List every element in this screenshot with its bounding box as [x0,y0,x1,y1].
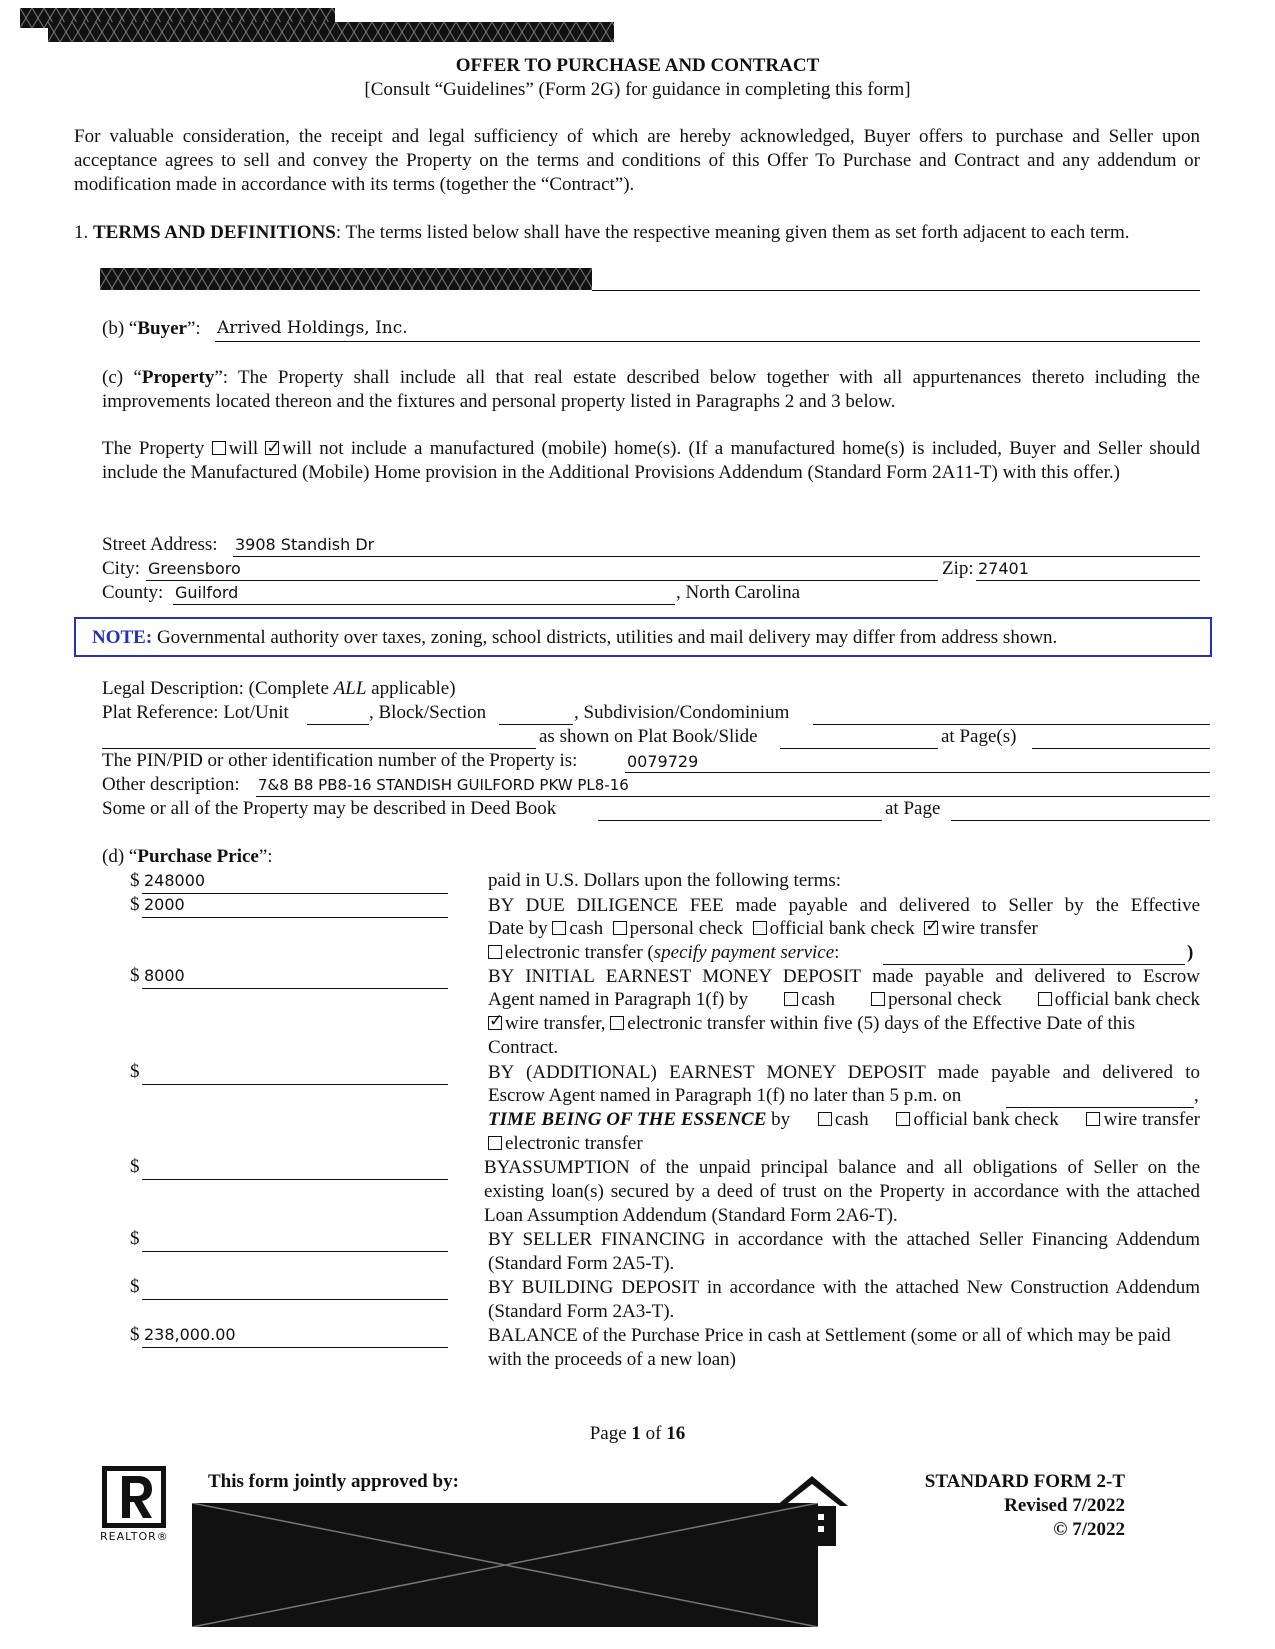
aem-wire-transfer-checkbox[interactable] [1086,1112,1100,1126]
balance-text: BALANCE of the Purchase Price in cash at Settlement (some or all of which may be paid with the proceeds of a new loan) [488,1325,1171,1370]
iem-personal-check-checkbox[interactable] [871,992,885,1006]
pin-line [625,772,1210,773]
dd-official-check-checkbox[interactable] [753,921,767,935]
city-line [146,580,938,581]
seller-financing-text: BY SELLER FINANCING in accordance with the attached Seller Financing Addendum (Standard Form 2A5-T). [488,1229,1200,1274]
buyer-label: Buyer [137,318,187,339]
plat-page-label: at Page(s) [941,726,1017,747]
county-label: County: [102,582,164,603]
dd-wire-transfer-checkbox[interactable] [924,921,938,935]
iem-wire-row: ✓wire transfer, electronic transfer within five (5) days of the Effective Date of this [488,1013,1200,1035]
aem-deadline-line[interactable] [1006,1107,1194,1108]
iem-official-check-checkbox[interactable] [1038,992,1052,1006]
total-text: paid in U.S. Dollars upon the following terms: [488,870,842,891]
dd-electronic-checkbox[interactable] [488,945,502,959]
aem-electronic-checkbox[interactable] [488,1136,502,1150]
section-terms [74,221,1200,245]
realtor-r-icon [102,1466,166,1528]
street-line [233,556,1200,557]
currency-symbol: $ [130,1228,140,1249]
state-label: , North Carolina [676,582,801,603]
section-number: 1. [74,222,89,243]
buyer-row: (b) “Buyer”: [102,318,201,339]
form-copyright: © 7/2022 [1053,1519,1125,1540]
intro-paragraph: For valuable consideration, the receipt and legal sufficiency of which are hereby acknowledged, Buyer offers to purchase and Seller upon acceptance agrees to sell and convey the Property on the terms and conditions of this Offer To Purchase and Contract and any addendum or modification made in accordance with its terms (together the “Contract”). [74,126,1200,195]
iem-text: BY INITIAL EARNEST MONEY DEPOSIT made payable and delivered to Escrow [488,966,1200,987]
buyer-field[interactable]: Arrived Holdings, Inc. [217,318,408,338]
note-label: NOTE: [92,627,153,648]
page-title: OFFER TO PURCHASE AND CONTRACT [455,55,820,76]
assumption-line[interactable] [142,1179,448,1180]
dd-text: BY DUE DILIGENCE FEE made payable and delivered to Seller by the Effective [488,895,1200,916]
iem-electronic-checkbox[interactable] [610,1016,624,1030]
redaction-box [192,1503,818,1627]
redaction-bar [100,268,592,290]
deed-book-label: Some or all of the Property may be described in Deed Book [102,798,557,819]
other-desc-label: Other description: [102,774,240,795]
street-label: Street Address: [102,534,218,555]
seller-line [592,290,1200,291]
total-price-field[interactable]: 248000 [144,871,206,890]
property-paragraph: (c) “Property”: The Property shall include all that real estate described below together with all appurtenances thereto including the improvements located thereon and the fixtures and personal property listed in Paragraphs 2 and 3 below. [102,367,1200,412]
legal-heading: Legal Description: (Complete ALL applicable) [102,678,456,699]
zip-line [976,580,1200,581]
building-deposit-line[interactable] [142,1299,448,1300]
aem-official-check-checkbox[interactable] [896,1112,910,1126]
county-line [173,604,675,605]
currency-symbol: $ [130,965,140,986]
deed-book-line[interactable] [598,820,882,821]
currency-symbol: $ [130,1061,140,1082]
street-field[interactable]: 3908 Standish Dr [235,535,375,554]
city-field[interactable]: Greensboro [148,559,241,578]
currency-symbol: $ [130,894,140,915]
dd-personal-check-checkbox[interactable] [613,921,627,935]
aem-cash-checkbox[interactable] [818,1112,832,1126]
pin-field[interactable]: 0079729 [627,752,699,771]
page-subtitle: [Consult “Guidelines” (Form 2G) for guidance in completing this form] [364,79,911,100]
aem-deadline-label: Escrow Agent named in Paragraph 1(f) no later than 5 p.m. on [488,1085,962,1106]
iem-options: Agent named in Paragraph 1(f) by cash personal check official bank check [488,989,1200,1010]
block-line[interactable] [499,724,573,725]
iem-wire-transfer-checkbox[interactable] [488,1016,502,1030]
redaction-bar [48,22,614,42]
other-desc-line [256,796,1210,797]
seller-financing-line[interactable] [142,1251,448,1252]
purchase-price-heading: (d) “Purchase Price”: [102,846,273,867]
form-name: STANDARD FORM 2-T [924,1471,1125,1492]
currency-symbol: $ [130,870,140,891]
dd-options: Date by cash personal check official bank check ✓ wire transfer [488,918,1038,940]
approved-by: This form jointly approved by: [208,1471,459,1492]
iem-cash-checkbox[interactable] [784,992,798,1006]
section-text: : The terms listed below shall have the respective meaning given them as set forth adjacent to each term. [335,222,1130,243]
form-revised: Revised 7/2022 [1004,1495,1125,1516]
county-field[interactable]: Guilford [175,583,239,602]
will-checkbox[interactable] [212,441,226,455]
iem-field[interactable]: 8000 [144,966,185,985]
deed-page-line[interactable] [951,820,1210,821]
currency-symbol: $ [130,1276,140,1297]
zip-label: Zip: [942,558,974,579]
block-label: , Block/Section [369,702,487,723]
plat-book-label: as shown on Plat Book/Slide [539,726,758,747]
realtor-label: REALTOR® [100,1530,169,1543]
lot-line[interactable] [307,724,369,725]
dd-fee-line [142,917,448,918]
balance-line [142,1347,448,1348]
plat-book-line[interactable] [780,748,938,749]
assumption-text: BYASSUMPTION of the unpaid principal balance and all obligations of Seller on the existing loan(s) secured by a deed of trust on the Property in accordance with the attached Loan Assumption Addendum (Standard Form 2A6-T). [484,1157,1200,1226]
deed-page-label: at Page [885,798,941,819]
plat-label: Plat Reference: Lot/Unit [102,702,289,723]
buyer-line [215,341,1200,342]
total-price-line [142,893,448,894]
zip-field[interactable]: 27401 [978,559,1029,578]
aem-text: BY (ADDITIONAL) EARNEST MONEY DEPOSIT made payable and delivered to [488,1062,1200,1083]
realtor-logo [102,1466,170,1530]
plat-page-line[interactable] [1032,748,1210,749]
currency-symbol: $ [130,1156,140,1177]
subdivision-line[interactable] [813,724,1210,725]
aem-electronic-row: electronic transfer [488,1133,643,1155]
property-label: Property [141,367,215,388]
dd-cash-checkbox[interactable] [552,921,566,935]
subdivision-label: , Subdivision/Condominium [574,702,790,723]
currency-symbol: $ [130,1324,140,1345]
aem-options: TIME BEING OF THE ESSENCE by cash official bank check wire transfer [488,1109,1200,1130]
note-box [74,617,1212,657]
pin-label: The PIN/PID or other identification number of the Property is: [102,750,578,771]
balance-field[interactable]: 238,000.00 [144,1325,236,1344]
will-not-checkbox[interactable] [265,441,279,455]
note-text: Governmental authority over taxes, zoning, school districts, utilities and mail delivery may differ from address shown. [156,627,1058,648]
subdivision-line-2[interactable] [102,748,536,749]
dd-fee-field[interactable]: 2000 [144,895,185,914]
city-label: City: [102,558,141,579]
dd-electronic-row: electronic transfer (specify payment service: [488,942,839,964]
other-desc-field[interactable]: 7&8 B8 PB8-16 STANDISH GUILFORD PKW PL8-16 [258,776,629,794]
aem-line[interactable] [142,1084,448,1085]
manufactured-home-paragraph: The Property will ✓ will not include a manufactured (mobile) home(s). (If a manufactured home(s) is included, Buyer and Seller should include the Manufactured (Mobile) Home provision in the Additional Provisions Addendum (Standard Form 2A11-T) with this offer.) [102,437,1200,485]
iem-line [142,988,448,989]
section-heading: TERMS AND DEFINITIONS [93,222,336,243]
building-deposit-text: BY BUILDING DEPOSIT in accordance with the attached New Construction Addendum (Standard Form 2A3-T). [488,1277,1200,1322]
page-number: Page 1 of 16 [589,1423,686,1444]
